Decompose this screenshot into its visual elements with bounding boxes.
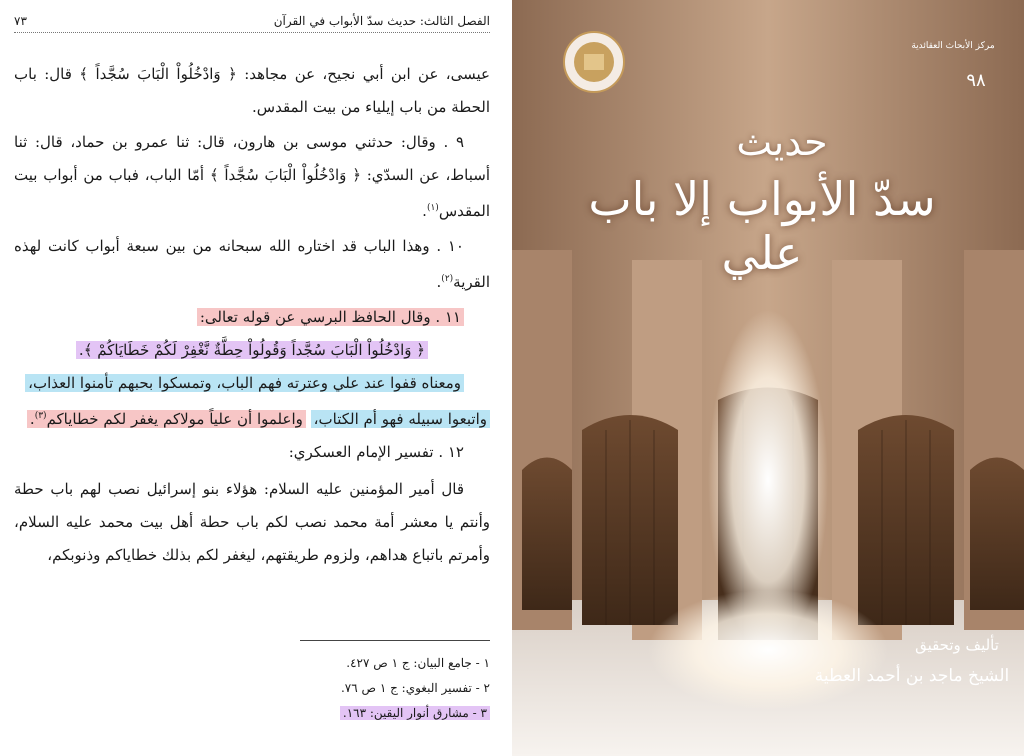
book-cover xyxy=(512,0,1024,756)
paragraph-2: ٩ . وقال: حدثني موسى بن هارون، قال: ثنا عمرو بن حماد، قال: ثنا أسباط، عن السدّي: ﴿ وَادْخُلُواْ الْبَابَ سُجَّداً ﴾ أمّا الباب، فباب من أبواب بيت المقدس$^{(١)}$. xyxy=(14,133,490,220)
publisher-text: مركز الأبحاث العقائدية xyxy=(911,41,995,51)
highlight-blue-2: واتبعوا سبيله فهو أم الكتاب، xyxy=(311,410,490,428)
footnote-3-highlight: ٣ - مشارق أنوار اليقين: ١٦٣. xyxy=(340,706,490,720)
cover-title-main: سدّ الأبواب إلا باب علي xyxy=(588,172,936,280)
page-body xyxy=(14,58,490,572)
paragraph-5 xyxy=(14,367,490,436)
running-header xyxy=(14,10,490,33)
footnote-separator xyxy=(300,640,490,641)
paragraph-3-text: ١٠ . وهذا الباب قد اختاره الله سبحانه من بين سبعة أبواب كانت لهذه القرية xyxy=(14,237,490,291)
highlight-purple: ﴿ وَادْخُلُواْ الْبَابَ سُجَّداً وَقُولُواْ حِطَّةٌ نَّغْفِرْ لَكُمْ خَطَايَاكُمْ ﴾. xyxy=(76,341,428,359)
highlight-pink: ١١ . وقال الحافظ البرسي عن قوله تعالى: xyxy=(197,308,464,326)
header-title: الفصل الثالث: حديث سدّ الأبواب في القرآن xyxy=(273,14,490,28)
cover-title-top: حديث xyxy=(736,120,828,164)
paragraph-4 xyxy=(14,301,490,334)
footnote-ref-1: (١) xyxy=(426,203,439,213)
paragraph-7: قال أمير المؤمنين عليه السلام: هؤلاء بنو إسرائيل نصب لهم باب حطة وأنتم يا معشر أمة محمد نصب لكم باب حطة أهل بيت محمد عليه السلام، وأمرتم باتباع هداهم، ولزوم طريقتهم، ليغفر لكم بذلك خطاياكم وذنوبكم، xyxy=(14,480,490,564)
footnote-2: ٢ - تفسير البغوي: ج ١ ص ٧٦. xyxy=(340,681,490,695)
footnote-ref-2: (٢) xyxy=(441,274,454,284)
author-name: الشيخ ماجد بن أحمد العطية xyxy=(814,666,1010,686)
footnote-1: ١ - جامع البيان: ج ١ ص ٤٢٧. xyxy=(346,656,490,670)
author-label: تأليف وتحقيق xyxy=(915,636,999,654)
quran-quote xyxy=(14,334,490,367)
footnote-ref-3: (٣) xyxy=(34,411,47,421)
series-number: ٩٨ xyxy=(966,70,986,91)
paragraph-5-pink-text: واعلموا أن علياً مولاكم يغفر لكم خطاياكم xyxy=(46,410,303,428)
footnote-3 xyxy=(14,701,490,726)
paragraph-1: عيسى، عن ابن أبي نجيح، عن مجاهد: ﴿ وَادْخُلُواْ الْبَابَ سُجَّداً ﴾ قال: باب الحطة من باب إيلياء من بيت المقدس. xyxy=(14,65,490,116)
paragraph-6: ١٢ . تفسير الإمام العسكري: xyxy=(288,443,464,461)
highlight-blue-1: ومعناه قفوا عند علي وعترته فهم الباب، وتمسكوا بحبهم تأمنوا العذاب، xyxy=(25,374,464,392)
page-number: ٧٣ xyxy=(14,14,27,28)
highlight-pink-2: واعلموا أن علياً مولاكم يغفر لكم خطاياكم$^{(٣)}$. xyxy=(27,410,306,428)
footnotes xyxy=(14,651,490,726)
paragraph-3: ١٠ . وهذا الباب قد اختاره الله سبحانه من بين سبعة أبواب كانت لهذه القرية$^{(٢)}$. xyxy=(14,237,490,291)
paragraph-2-text: ٩ . وقال: حدثني موسى بن هارون، قال: ثنا عمرو بن حماد، قال: ثنا أسباط، عن السدّي: ﴿ وَادْخُلُواْ الْبَابَ سُجَّداً ﴾ أمّا الباب، فباب من أبواب بيت المقدس xyxy=(14,133,490,220)
